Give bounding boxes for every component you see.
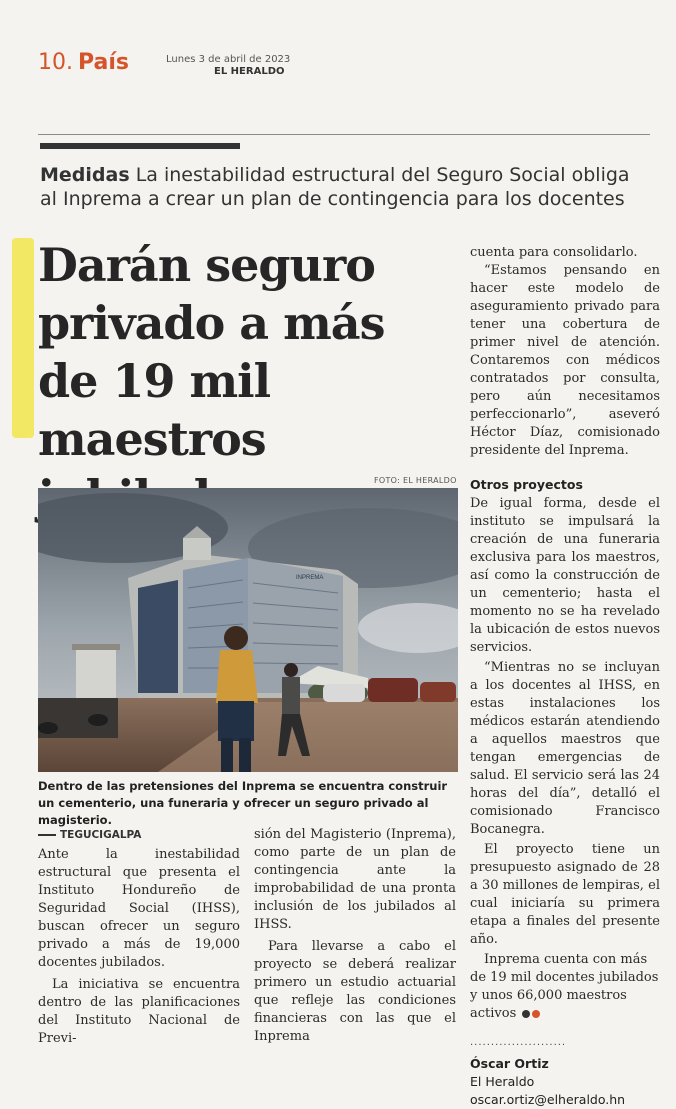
- paragraph: sión del Magisterio (Inprema), como parte de un plan de contingencia ante la improbabilidad de una pronta inclusión de los jubilados al IHSS.: [254, 827, 456, 932]
- paragraph-final: [470, 951, 660, 1023]
- article-column-3: [470, 244, 660, 1109]
- issue-date: Lunes 3 de abril de 2023: [166, 54, 291, 65]
- section-title: País: [78, 50, 130, 75]
- paragraph: “Mientras no se incluyan a los docentes al IHSS, en estas instalaciones los médicos estarán atendiendo a aquellos maestros que tengan emergencias de salud. El servicio será las 24 horas del día”, detalló el comisionado Francisco Bocanegra.: [470, 660, 660, 837]
- author-separator: ·······················: [470, 1040, 567, 1051]
- paragraph: Ante la inestabilidad estructural que presenta el Instituto Hondureño de Seguridad Social (IHSS), buscan ofrecer un seguro privado a más de 19,000 docentes jubilados.: [38, 847, 240, 970]
- deck-bar: [40, 143, 240, 149]
- article-photo: [38, 488, 458, 772]
- paragraph: “Estamos pensando en hacer este modelo de aseguramiento privado para tener una cobertura de primer nivel de atención. Contaremos con médicos contratados por consulta, pero aún necesitamos perfeccionarlo”, aseveró Héctor Díaz, comisionado presidente del Inprema.: [470, 263, 660, 458]
- paragraph: cuenta para consolidarlo.: [470, 245, 638, 260]
- deck-kicker: Medidas: [40, 164, 130, 186]
- author-outlet: El Heraldo: [470, 1074, 535, 1089]
- article-column-1: [38, 826, 240, 1048]
- paragraph: El proyecto tiene un presupuesto asignado de 28 a 30 millones de lempiras, el cual iniciaría su primera etapa a finales del presente año.: [470, 842, 660, 947]
- headline: Darán seguro privado a más de 19 mil maestros: [38, 238, 385, 466]
- page-number: 10.: [38, 50, 73, 75]
- photo-credit: FOTO: EL HERALDO: [374, 476, 457, 485]
- subheading: Otros proyectos: [470, 477, 583, 492]
- paragraph: De igual forma, desde el instituto se impulsará la creación de una funeraria exclusiva para los maestros, así como la construcción de un cementerio; hasta el momento no se ha revelado la ubicación de estos nuevos servicios.: [470, 496, 660, 655]
- header-rule: [38, 134, 650, 135]
- photo-caption: Dentro de las pretensiones del Inprema se encuentra construir un cementerio, una funeraria y ofrecer un seguro privado al magisterio.: [38, 779, 448, 827]
- author-name: Óscar Ortiz: [470, 1056, 549, 1071]
- article-column-2: [254, 826, 456, 1046]
- highlighter-mark: [12, 238, 34, 438]
- paragraph: La iniciativa se encuentra dentro de las planificaciones del Instituto Nacional de Previ-: [38, 977, 240, 1046]
- dateline: TEGUCIGALPA: [60, 829, 142, 841]
- paragraph: Para llevarse a cabo el proyecto se deberá realizar primero un estudio actuarial que refleje las condiciones financieras con las que el Inprema: [254, 939, 456, 1044]
- newspaper-name: EL HERALDO: [214, 66, 285, 77]
- end-mark-dot-dark: [522, 1010, 530, 1018]
- deck-text: La inestabilidad estructural del Seguro Social obliga al Inprema a crear un plan de contingencia para los docentes: [40, 164, 630, 210]
- paragraph-final-text: Inprema cuenta con más de 19 mil docentes jubilados y unos 66,000 maestros activos: [470, 952, 659, 1021]
- end-mark-dot-red: [532, 1010, 540, 1018]
- deck: [40, 163, 650, 211]
- building-sign: INPREMA: [296, 575, 324, 581]
- author-email: oscar.ortiz@elheraldo.hn: [470, 1092, 626, 1107]
- photo-illustration: [38, 488, 458, 772]
- dateline-rule: [38, 834, 56, 836]
